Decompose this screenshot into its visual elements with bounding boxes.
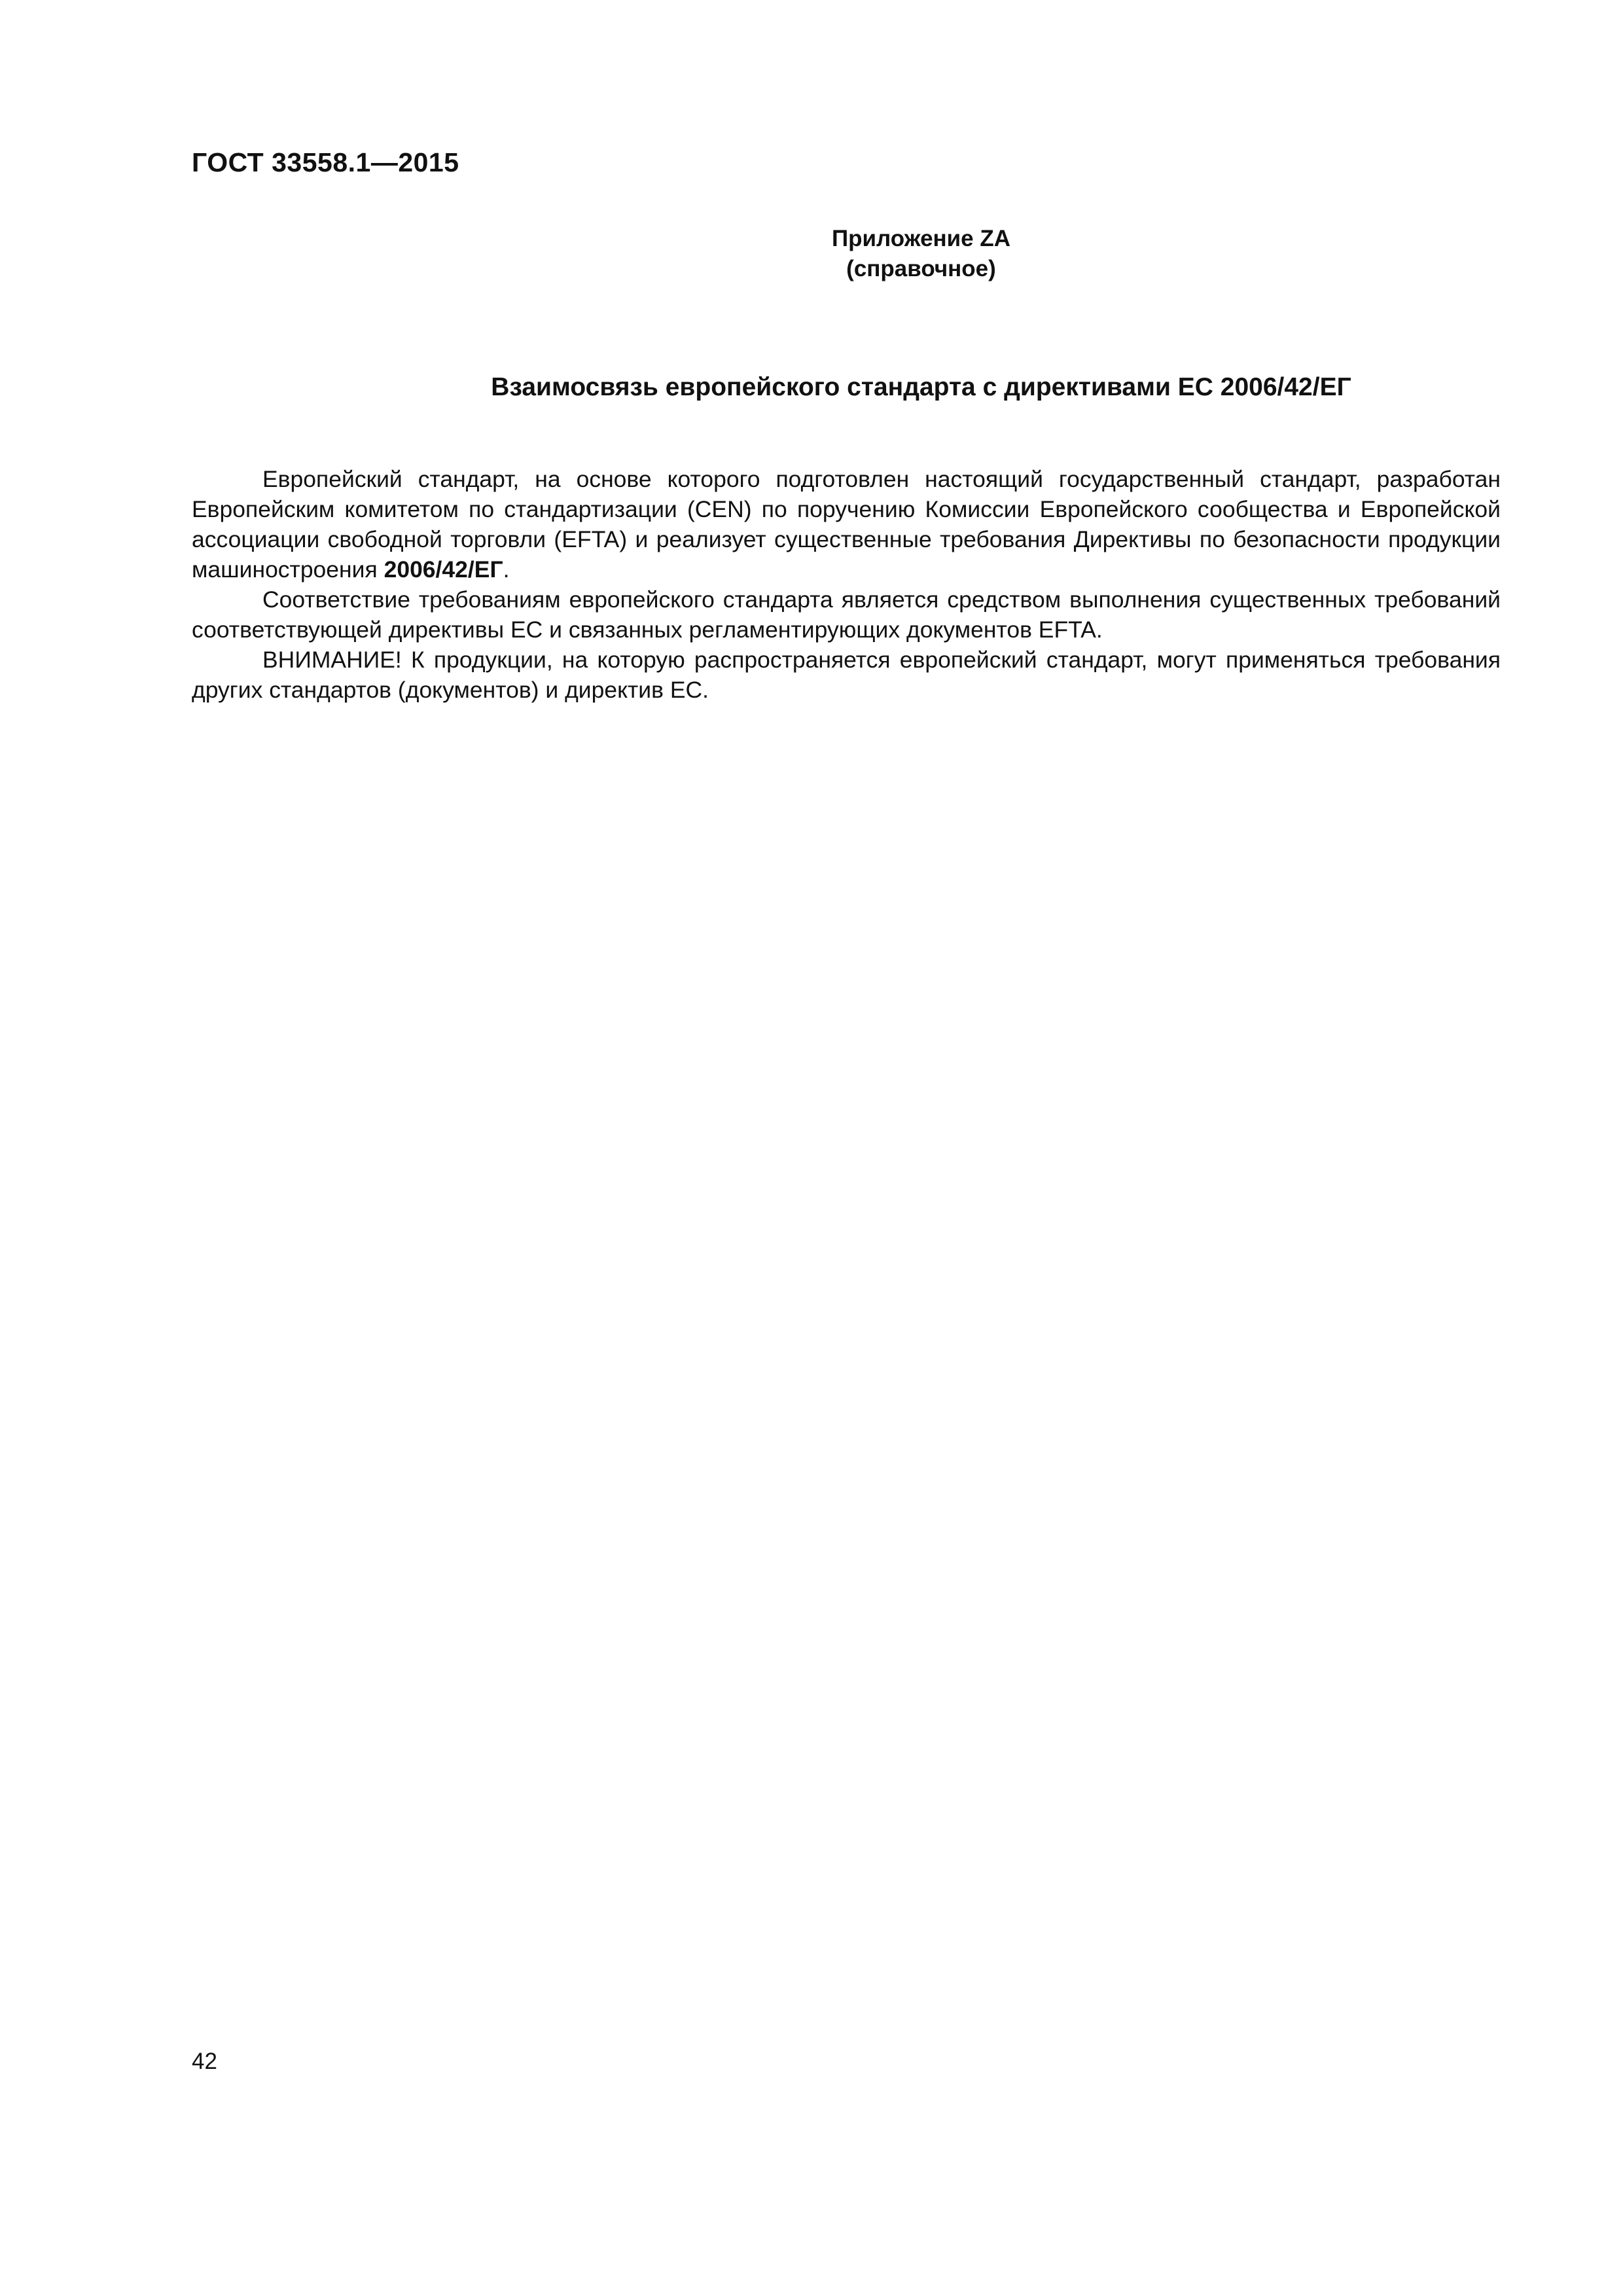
annex-status: (справочное)	[846, 256, 996, 281]
annex-heading	[0, 224, 1623, 284]
paragraph-1	[192, 464, 1501, 584]
annex-title: Взаимосвязь европейского стандарта с директивами ЕС 2006/42/ЕГ	[491, 373, 1351, 401]
paragraph-2: Соответствие требованиям европейского стандарта является средством выполнения существенных требований соответствующей директивы ЕС и связанных регламентирующих документов EFTA.	[192, 586, 1501, 643]
annex-label: Приложение ZA	[831, 226, 1011, 251]
paragraph-3: ВНИМАНИЕ! К продукции, на которую распространяется европейский стандарт, могут применяться требования других стандартов (документов) и директив ЕС.	[192, 647, 1501, 703]
paragraph-1-end: .	[503, 556, 510, 583]
paragraph-1-text: Европейский стандарт, на основе которого подготовлен настоящий государственный стандарт, разработан Европейским комитетом по стандартизации (CEN) по поручению Комиссии Европейского сообщества и Европейской ассоциации свободной торговли (EFTA) и реализует существенные требования Директивы по безопасности продукции машиностроения	[192, 466, 1501, 583]
page-number: 42	[192, 2049, 217, 2074]
annex-body	[192, 464, 1501, 705]
directive-reference: 2006/42/ЕГ	[383, 556, 503, 583]
document-code: ГОСТ 33558.1—2015	[192, 147, 459, 177]
